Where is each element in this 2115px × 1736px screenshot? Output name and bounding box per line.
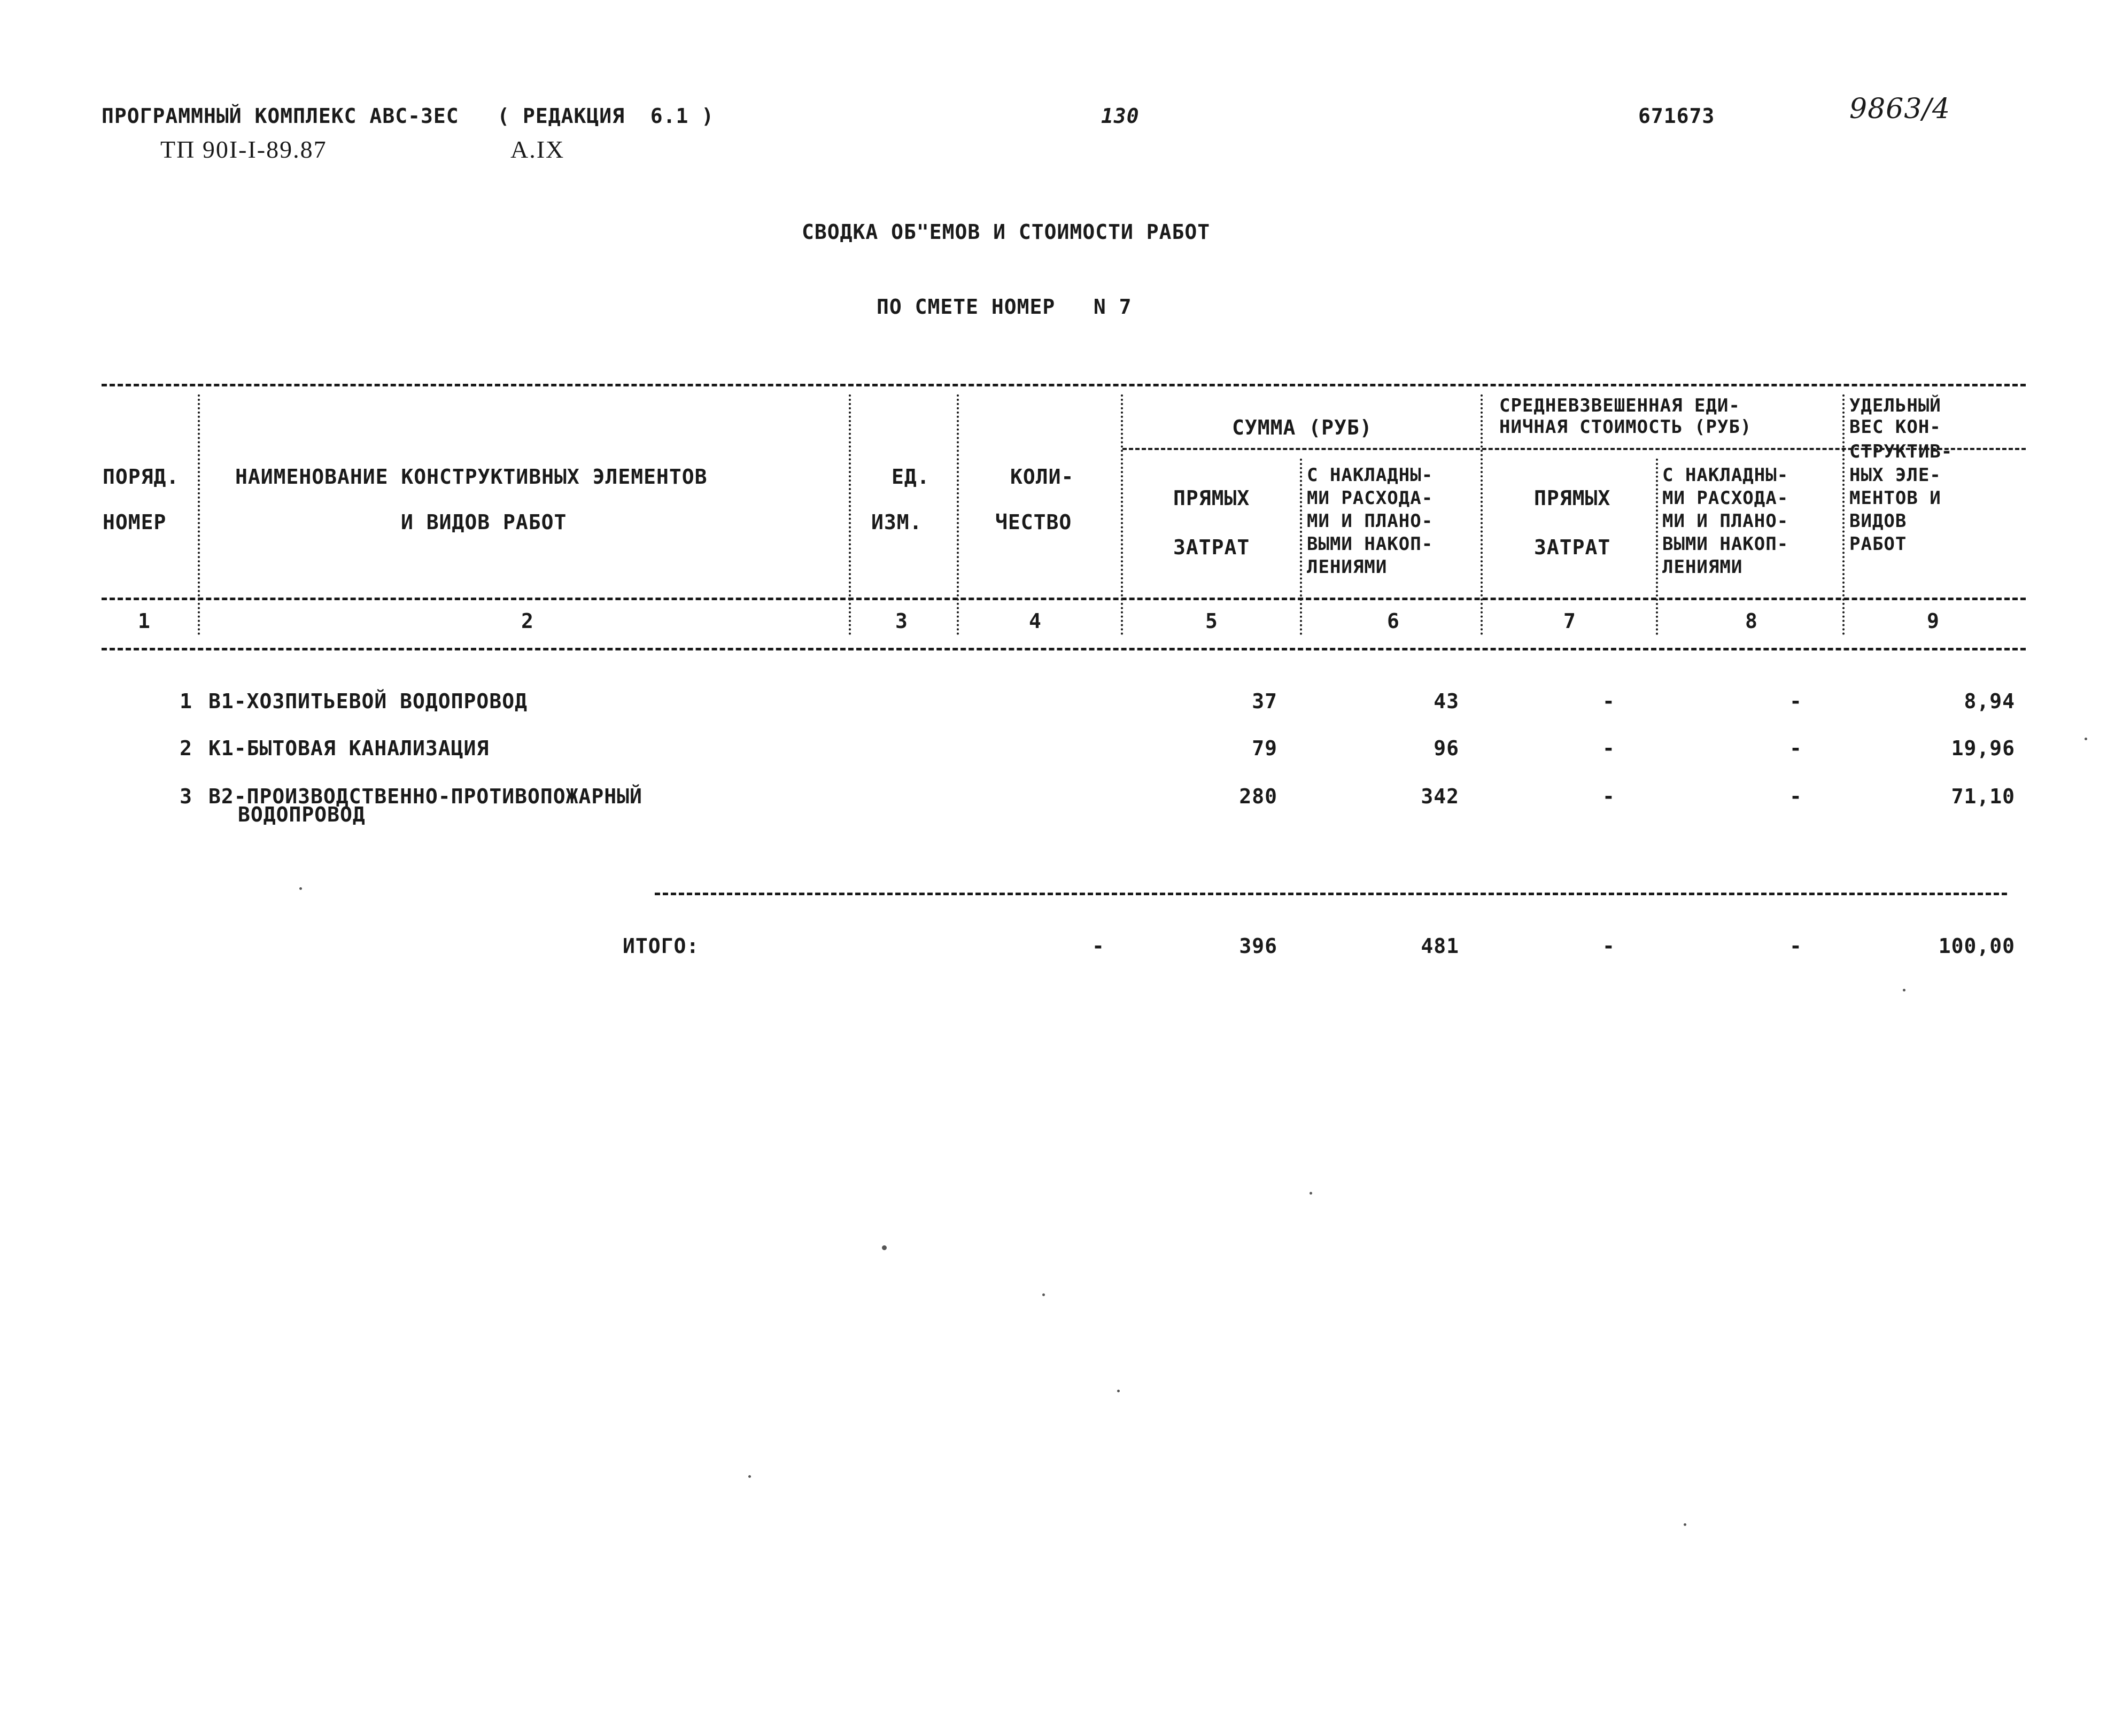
row-share: 71,10 [1951, 785, 2015, 808]
row-number: 3 [180, 785, 192, 808]
row-avg-direct: - [1602, 785, 1615, 808]
row-overhead: 342 [1421, 785, 1459, 808]
row-number: 2 [180, 737, 192, 760]
col-number-7: 7 [1563, 609, 1576, 633]
scan-speck [748, 1475, 751, 1478]
row-name: В1-ХОЗПИТЬЕВОЙ ВОДОПРОВОД [208, 689, 528, 713]
total-qty: - [1092, 934, 1105, 958]
total-direct: 396 [1239, 934, 1277, 958]
col6-header-line3: МИ И ПЛАНО- [1307, 510, 1434, 532]
handwritten-reference: 9863/4 [1849, 93, 1950, 125]
total-label: ИТОГО: [623, 934, 700, 958]
col9-header-line7: РАБОТ [1849, 533, 1907, 555]
col8-header-line1: С НАКЛАДНЫ- [1662, 464, 1789, 486]
scan-speck [1117, 1390, 1120, 1392]
col-number-5: 5 [1205, 609, 1218, 633]
document-subtitle: ПО СМЕТЕ НОМЕР N 7 [877, 295, 1132, 319]
col5-header-line1: ПРЯМЫХ [1173, 486, 1250, 510]
avg-group-header-line1: СРЕДНЕВЗВЕШЕННАЯ ЕДИ- [1499, 395, 1740, 416]
col4-header-line2: ЧЕСТВО [995, 510, 1072, 534]
col-number-6: 6 [1387, 609, 1400, 633]
col2-header-line2: И ВИДОВ РАБОТ [401, 510, 567, 534]
col9-header-line6: ВИДОВ [1849, 510, 1907, 532]
row-avg-overhead: - [1789, 737, 1802, 760]
scan-speck [1903, 989, 1905, 991]
col-sep-5 [1300, 459, 1302, 635]
col9-header-line2: ВЕС КОН- [1849, 416, 1941, 438]
row-direct: 280 [1239, 785, 1277, 808]
row-direct: 37 [1252, 689, 1277, 713]
col-number-1: 1 [138, 609, 151, 633]
col-number-9: 9 [1927, 609, 1940, 633]
col9-header-line3: СТРУКТИВ- [1849, 441, 1953, 462]
sum-group-header: СУММА (РУБ) [1232, 416, 1373, 439]
col6-header-line2: МИ РАСХОДА- [1307, 487, 1434, 509]
scan-speck [299, 887, 302, 890]
row-overhead: 96 [1434, 737, 1459, 760]
row-number: 1 [180, 689, 192, 713]
col6-header-line5: ЛЕНИЯМИ [1307, 556, 1388, 578]
row-avg-overhead: - [1789, 689, 1802, 713]
col8-header-line5: ЛЕНИЯМИ [1662, 556, 1743, 578]
col9-header-line1: УДЕЛЬНЫЙ [1849, 395, 1941, 416]
col-sep-8 [1842, 394, 1845, 635]
col9-header-line4: НЫХ ЭЛЕ- [1849, 464, 1941, 486]
row-overhead: 43 [1434, 689, 1459, 713]
row-share: 19,96 [1951, 737, 2015, 760]
scan-speck [2085, 738, 2087, 740]
scan-speck [1042, 1293, 1045, 1296]
col7-header-line1: ПРЯМЫХ [1534, 486, 1611, 510]
row-avg-direct: - [1602, 737, 1615, 760]
document-code: 671673 [1638, 104, 1715, 128]
col2-header-line1: НАИМЕНОВАНИЕ КОНСТРУКТИВНЫХ ЭЛЕМЕНТОВ [235, 465, 708, 489]
scan-speck [1684, 1523, 1686, 1526]
col-number-8: 8 [1745, 609, 1758, 633]
col6-header-line1: С НАКЛАДНЫ- [1307, 464, 1434, 486]
col5-header-line2: ЗАТРАТ [1173, 536, 1250, 559]
col8-header-line4: ВЫМИ НАКОП- [1662, 533, 1789, 555]
col1-header-line2: НОМЕР [103, 510, 167, 534]
row-name-continuation: ВОДОПРОВОД [238, 803, 366, 826]
document-title: СВОДКА ОБ"ЕМОВ И СТОИМОСТИ РАБОТ [802, 220, 1211, 244]
col9-header-line5: МЕНТОВ И [1849, 487, 1941, 509]
col8-header-line3: МИ И ПЛАНО- [1662, 510, 1789, 532]
col-number-2: 2 [521, 609, 534, 633]
table-top-rule [102, 384, 2026, 386]
row-name: В2-ПРОИЗВОДСТВЕННО-ПРОТИВОПОЖАРНЫЙ [208, 785, 642, 808]
program-header: ПРОГРАММНЫЙ КОМПЛЕКС АВС-ЗЕС ( РЕДАКЦИЯ 6.1 ) [102, 104, 715, 128]
col-sep-3 [957, 394, 959, 635]
scan-speck [882, 1245, 887, 1250]
total-avg-overhead: - [1789, 934, 1802, 958]
col-sep-6 [1481, 394, 1483, 635]
col-sep-7 [1656, 459, 1658, 635]
header-bottom-rule [102, 598, 2026, 600]
col8-header-line2: МИ РАСХОДА- [1662, 487, 1789, 509]
numbers-bottom-rule [102, 648, 2026, 650]
total-share: 100,00 [1938, 934, 2015, 958]
row-direct: 79 [1252, 737, 1277, 760]
row-avg-direct: - [1602, 689, 1615, 713]
col-number-4: 4 [1029, 609, 1042, 633]
col6-header-line4: ВЫМИ НАКОП- [1307, 533, 1434, 555]
col7-header-line2: ЗАТРАТ [1534, 536, 1611, 559]
row-share: 8,94 [1964, 689, 2015, 713]
album-number: А.IX [510, 136, 565, 163]
total-overhead: 481 [1421, 934, 1459, 958]
col3-header-line2: ИЗМ. [871, 510, 923, 534]
row-name: К1-БЫТОВАЯ КАНАЛИЗАЦИЯ [208, 737, 490, 760]
row-avg-overhead: - [1789, 785, 1802, 808]
col-sep-4 [1121, 394, 1123, 635]
total-rule [655, 893, 2007, 895]
scan-speck [1310, 1192, 1312, 1195]
avg-group-header-line2: НИЧНАЯ СТОИМОСТЬ (РУБ) [1499, 416, 1752, 438]
col-number-3: 3 [895, 609, 908, 633]
col-sep-2 [849, 394, 851, 635]
col4-header-line1: КОЛИ- [1010, 465, 1074, 489]
col1-header-line1: ПОРЯД. [103, 465, 180, 489]
total-avg-direct: - [1602, 934, 1615, 958]
col3-header-line1: ЕД. [892, 465, 930, 489]
col-sep-1 [198, 394, 200, 635]
page-number: 130 [1101, 104, 1140, 128]
project-number: ТП 90I-I-89.87 [160, 136, 327, 163]
